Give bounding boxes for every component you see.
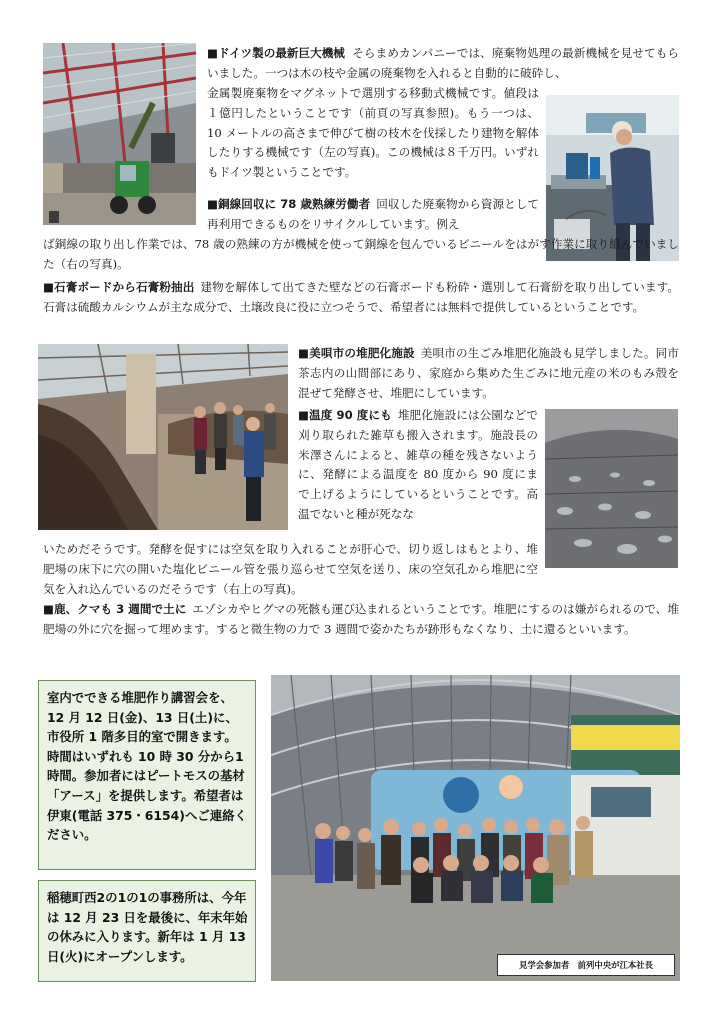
workshop-notice xyxy=(38,680,256,870)
photo-caption: 見学会参加者 前列中央が江本社長 xyxy=(497,954,675,976)
deer-body: エゾシカやヒグマの死骸も運び込まれるということです。堆肥にするのは嫌がられるので、堆肥場の外に穴を掘って埋めます。すると微生物の力で 3 週間で姿かたちが跡形もなくなり、土に還るといいます。 xyxy=(43,602,679,636)
workshop-notice-text: 室内でできる堆肥作り講習会を、12 月 12 日(金)、13 日(土)に、市役所 1 階多目的室で開きます。時間はいずれも 10 時 30 分から1時間。参加者にはピートモスの基材「アース」を提供します。希望者は伊東(電話 375・6154)へご連絡ください。 xyxy=(47,690,247,843)
temperature-body-rest: いためだそうです。発酵を促すには空気を取り入れることが肝心で、切り返しはもとより、堆肥場の床下に穴の開いた塩化ビニール管を張り巡らせて空気を送り、床の空気孔から堆肥に空気を入れ込んでいるのだそうです（右上の写真)。 xyxy=(43,542,538,596)
section-deer-heading: ■鹿、クマも 3 週間で土に xyxy=(43,602,187,616)
photo-compost-floor xyxy=(545,409,678,568)
copper-section xyxy=(207,195,539,235)
section-copper-heading: ■銅線回収に 78 歳熟練労働者 xyxy=(207,197,371,211)
section-gypsum-heading: ■石膏ボードから石膏粉抽出 xyxy=(43,280,195,294)
office-notice-text: 稲穂町西2の1の1の事務所は、今年は 12 月 23 日を最後に、年末年始の休みに入ります。新年は 1 月 13 日(火)にオープンします。 xyxy=(47,890,248,964)
compost-section xyxy=(298,344,679,406)
gypsum-body: 建物を解体して出てきた壁などの石膏ボードも粉砕・選別して石膏紛を取り出しています。石膏は硫酸カルシウムが主な成分で、土壌改良に役に立つそうで、希望者には無料で提供しているということです。 xyxy=(43,280,679,314)
deer-section xyxy=(43,600,679,662)
section-temperature-heading: ■温度 90 度にも xyxy=(298,408,392,422)
section-machine xyxy=(207,44,679,104)
office-notice xyxy=(38,880,256,982)
copper-body-rest: ば銅線の取り出し作業では、78 歳の熟練の方が機械を使って銅線を包んでいるビニールをはがす作業に取り組んでいました（右の写真)。 xyxy=(43,237,679,271)
gypsum-section xyxy=(43,278,679,340)
photo-german-machine xyxy=(43,43,196,225)
photo-compost-facility xyxy=(38,344,288,530)
section-compost-heading: ■美唄市の堆肥化施設 xyxy=(298,346,415,360)
section-machine-heading: ■ドイツ製の最新巨大機械 xyxy=(207,46,345,60)
temperature-body-head: 堆肥化施設には公園などで刈り取られた雑草も搬入されます。施設長の米澤さんによると、雑草の種を残さないように、発酵による温度を 80 度から 90 度にまで上げるようにしているということです。高温でないと種が死なな xyxy=(298,408,538,521)
compost-body: 美唄市の生ごみ堆肥化施設も見学しました。同市茶志内の山間部にあり、家庭から集めた生ごみに地元産の米のもみ殻を混ぜて発酵させ、堆肥にしています。 xyxy=(298,346,679,400)
machine-body-head: そらまめカンパニーでは、廃棄物処理の最新機械を見せてもらいました。一つは木の枝や金属の廃棄物を入れると自動的に破砕し、 xyxy=(207,46,679,80)
machine-body-mid: 金属製廃棄物をマグネットで選別する移動式機械です。値段は１億円したということです（前頁の写真参照)。もう一つは、10 メートルの高さまで伸びて樹の枝木を伐採したり建物を解体したりする機械です（左の写真)。この機械は８千万円。いずれもドイツ製ということです。 xyxy=(207,86,539,180)
copper-body-head: 回収した廃棄物から資源として再利用できるものをリサイクルしています。例え xyxy=(207,197,539,231)
photo-group-visitors xyxy=(271,675,680,981)
temperature-section xyxy=(298,406,538,536)
